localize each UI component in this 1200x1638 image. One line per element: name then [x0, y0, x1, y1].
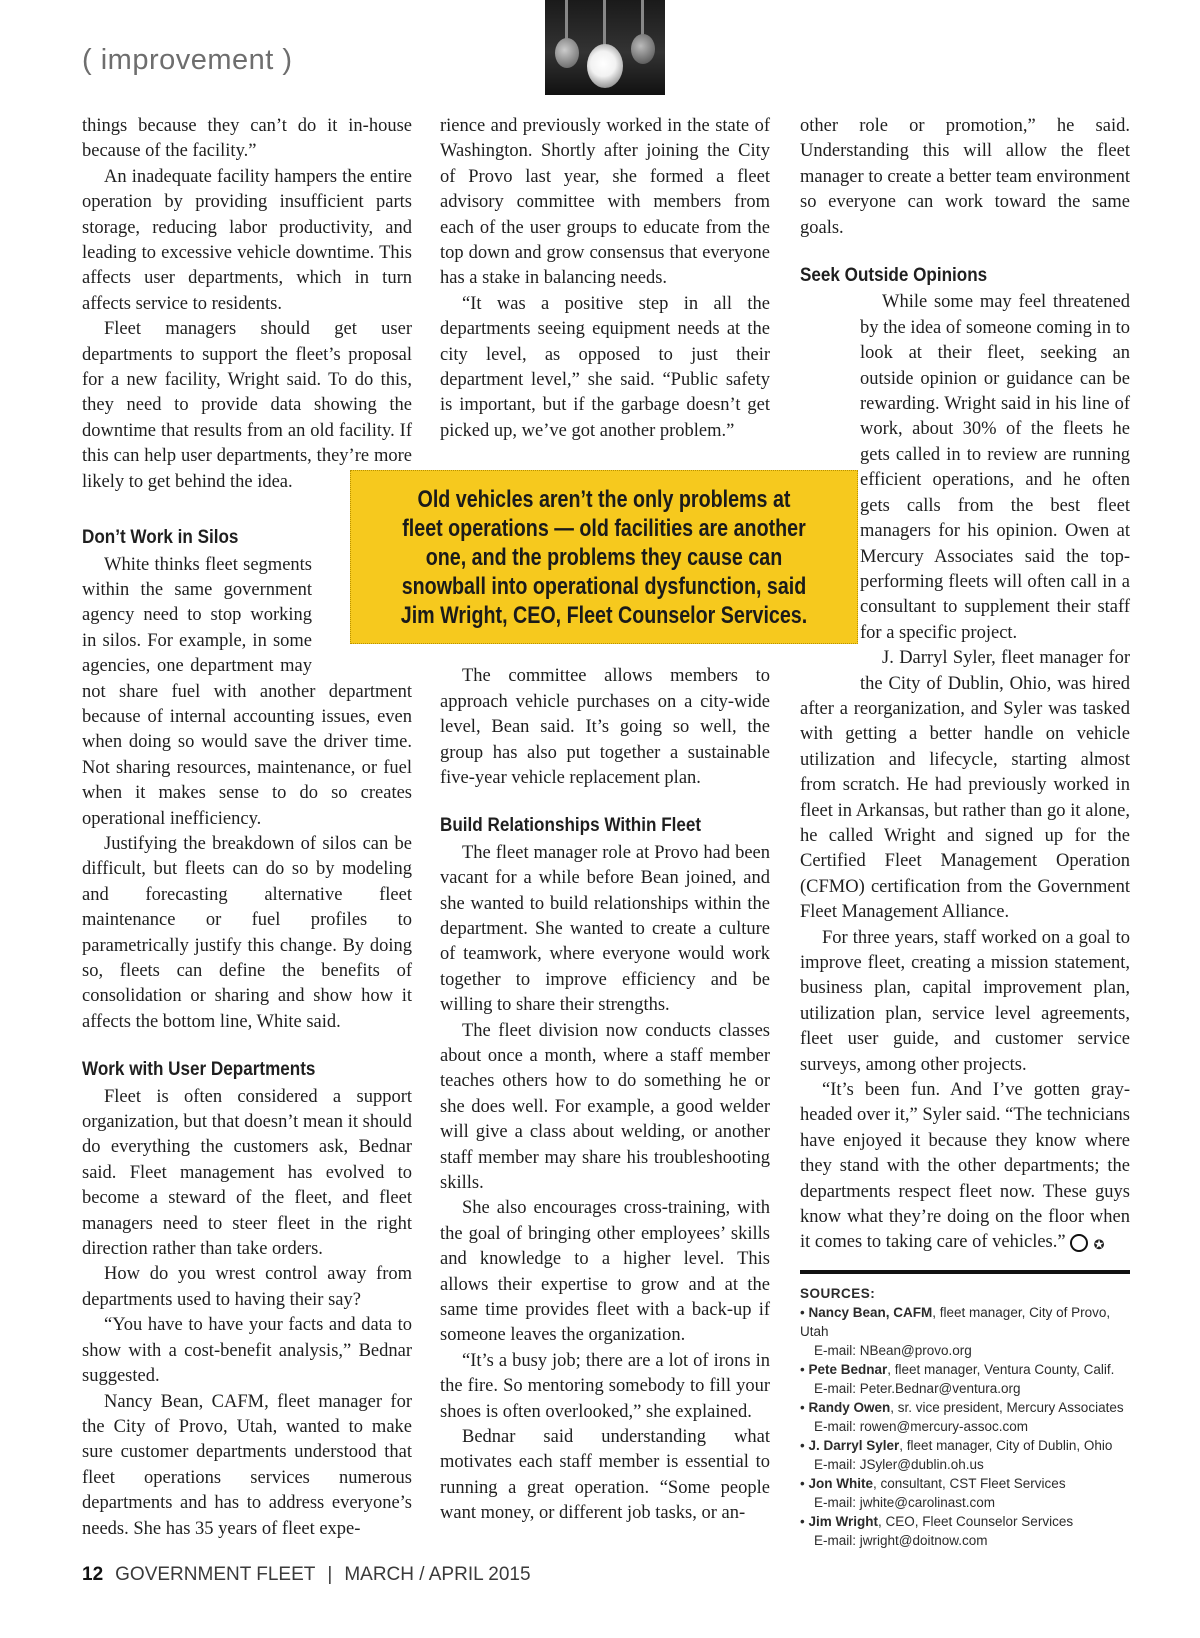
light-bulbs-illustration: [545, 0, 665, 95]
section-heading: Build Relationships Within Fleet: [440, 815, 702, 837]
body-paragraph: How do you wrest control away from departments used to having their say?: [82, 1264, 412, 1310]
end-mark-icon: ✪: [1070, 1234, 1088, 1252]
source-entry: • Jon White, consultant, CST Fleet Services E-mail: jwhite@carolinast.com: [800, 1474, 1130, 1512]
source-entry: • Jim Wright, CEO, Fleet Counselor Services E-mail: jwright@doitnow.com: [800, 1512, 1130, 1550]
body-paragraph: rience and previously worked in the state of Washington. Shortly after joining the City of Provo last year, she formed a fleet advisory committee with members from each of the user groups to educate from the top down and grow consensus that everyone has a stake in balancing needs.: [440, 116, 770, 289]
section-tag: ( improvement ): [82, 44, 293, 76]
page-footer: [82, 1564, 531, 1586]
body-paragraph: “It’s a busy job; there are a lot of irons in the fire. So mentoring somebody to fill your shoes is often overlooked,” she explained.: [440, 1350, 770, 1422]
source-email: E-mail: rowen@mercury-assoc.com: [814, 1419, 1028, 1434]
body-paragraph: The fleet division now conducts classes about once a month, where a staff member teaches others how to do something he or she does well. For example, a good welder will give a class about welding, or another staff member may share his troubleshooting skills.: [440, 1020, 770, 1193]
section-heading: Seek Outside Opinions: [800, 265, 988, 287]
body-paragraph: She also encourages cross-training, with the goal of bringing other employees’ skills and knowledge to a higher level. This allows their expertise to grow and at the same time provides fleet with a back-up if someone leaves the organization.: [440, 1198, 770, 1346]
source-entry: • J. Darryl Syler, fleet manager, City of Dublin, Ohio E-mail: JSyler@dublin.oh.us: [800, 1436, 1130, 1474]
page-number: 12: [82, 1564, 104, 1585]
source-email: E-mail: Peter.Bednar@ventura.org: [814, 1381, 1021, 1396]
body-paragraph: Fleet managers should get user departments to support the fleet’s proposal for a new facility, Wright said. To do this, they need to provide data showing the downtime that results from an old facility. If this can help user departments, they’re more likely to get behind the idea.: [82, 319, 412, 492]
source-entry: • Randy Owen, sr. vice president, Mercury Associates E-mail: rowen@mercury-assoc.com: [800, 1398, 1130, 1436]
sources-rule: [800, 1270, 1130, 1274]
body-paragraph: For three years, staff worked on a goal to improve fleet, creating a mission statement, business plan, capital improvement plan, utilization plan, service level agreements, fleet user guide, and customer service surveys, among other projects.: [800, 927, 1130, 1075]
column-3: [800, 114, 1130, 1256]
body-paragraph: The committee allows members to approach vehicle purchases on a city-wide level, Bean said. It’s going so well, the group has also put together a sustainable five-year vehicle replacement plan.: [440, 666, 770, 788]
body-paragraph: The fleet manager role at Provo had been vacant for a while before Bean joined, and she wanted to build relationships within the department. She wanted to create a culture of teamwork, where everyone would work together to improve efficiency and be willing to share their strengths.: [440, 842, 770, 1016]
body-paragraph: other role or promotion,” he said. Understanding this will allow the fleet manager to create a better team environment so everyone can work toward the same goals.: [800, 116, 1130, 238]
body-paragraph: Fleet is often considered a support organization, but that doesn’t mean it should do everything the customers ask, Bednar said. Fleet management has evolved to become a steward of the fleet, and fleet managers need to steer fleet in the right direction rather than take orders.: [82, 1086, 412, 1260]
publication-name: GOVERNMENT FLEET: [115, 1564, 316, 1585]
source-entry: • Pete Bednar, fleet manager, Ventura County, Calif. E-mail: Peter.Bednar@ventura.org: [800, 1360, 1130, 1398]
body-paragraph: While some may feel threatened by the idea of someone coming in to look at their fleet, seeking an outside opinion or guidance can be rewarding. Wright said in his line of work, about 30% of the fleets he gets called in to review are running efficient operations, and he often gets calls from the best fleet managers for his opinion. Owen at Mercury Associates said the top-performing fleets will often call in a consultant to supplement their staff for a specific project.: [860, 292, 1130, 643]
pull-quote-text: Old vehicles aren’t the only problems at fleet operations — old facilities are another one, and the problems they cause can snowball into operational dysfunction, said Jim Wright, CEO, Fleet Counselor Services.: [400, 485, 808, 629]
body-paragraph: Nancy Bean, CAFM, fleet manager for the City of Provo, Utah, wanted to make sure customer departments understood that fleet operations services numerous departments and has to address everyone’s needs. She has 35 years of fleet expe-: [82, 1391, 412, 1539]
source-email: E-mail: JSyler@dublin.oh.us: [814, 1457, 984, 1472]
body-paragraph: Justifying the breakdown of silos can be difficult, but fleets can do so by modeling and forecasting alternative fleet maintenance or fuel profiles to parametrically justify this change. By doing so, fleets can define the benefits of consolidation or sharing and show how it affects the bottom line, White said.: [82, 833, 412, 1032]
body-paragraph: “You have to have your facts and data to show with a cost-benefit analysis,” Bednar suggested.: [82, 1315, 412, 1387]
body-paragraph: “It was a positive step in all the departments seeing equipment needs at the city level, as opposed to just their department level,” she said. “Public safety is important, but if the garbage doesn’t get picked up, we’ve got another problem.”: [440, 293, 770, 441]
body-paragraph: J. Darryl Syler, fleet manager for the City of Dublin, Ohio, was hired after a reorganization, and Syler was tasked with getting a better handle on vehicle utilization and lifecycle, starting almost from scratch. He had previously worked in fleet in Arkansas, but rather than go it alone, he called Wright and signed up for the Certified Fleet Management Operation (CFMO) certification from the Government Fleet Management Alliance.: [800, 648, 1130, 923]
footer-separator: |: [327, 1564, 333, 1585]
column-1: [82, 114, 412, 1542]
issue-date: MARCH / APRIL 2015: [344, 1564, 531, 1585]
section-heading: Work with User Departments: [82, 1059, 316, 1081]
section-heading: Don’t Work in Silos: [82, 527, 239, 549]
body-paragraph: Bednar said understanding what motivates each staff member is essential to running a great operation. “Some people want money, or different job tasks, or an-: [440, 1427, 770, 1524]
column-2: [440, 114, 770, 1527]
source-email: E-mail: NBean@provo.org: [814, 1343, 972, 1358]
source-entry: • Nancy Bean, CAFM, fleet manager, City of Provo, Utah E-mail: NBean@provo.org: [800, 1303, 1130, 1360]
source-email: E-mail: jwright@doitnow.com: [814, 1533, 988, 1548]
body-paragraph: White thinks fleet segments within the same government agency need to stop working in silos. For example, in some agencies, one department may not share fuel with another department because of internal accounting issues, even when doing so would save the driver time. Not sharing resources, maintenance, or fuel when it makes sense to do so creates operational inefficiency.: [82, 554, 412, 829]
sources-box: [800, 1270, 1130, 1550]
body-paragraph: things because they can’t do it in-house because of the facility.”: [82, 116, 412, 162]
sources-title: SOURCES:: [800, 1286, 876, 1301]
body-paragraph: An inadequate facility hampers the entire operation by providing insufficient parts storage, reducing labor productivity, and leading to excessive vehicle downtime. This affects user departments, which in turn affects service to residents.: [82, 166, 412, 314]
body-paragraph: “It’s been fun. And I’ve gotten gray-headed over it,” Syler said. “The technicians have enjoyed it because they know where they stand with the other departments; the departments respect fleet now. These guys know what they’re doing on the floor when it comes to taking care of vehicles.” ✪: [800, 1080, 1130, 1253]
pull-quote: [350, 470, 858, 644]
source-email: E-mail: jwhite@carolinast.com: [814, 1495, 996, 1510]
